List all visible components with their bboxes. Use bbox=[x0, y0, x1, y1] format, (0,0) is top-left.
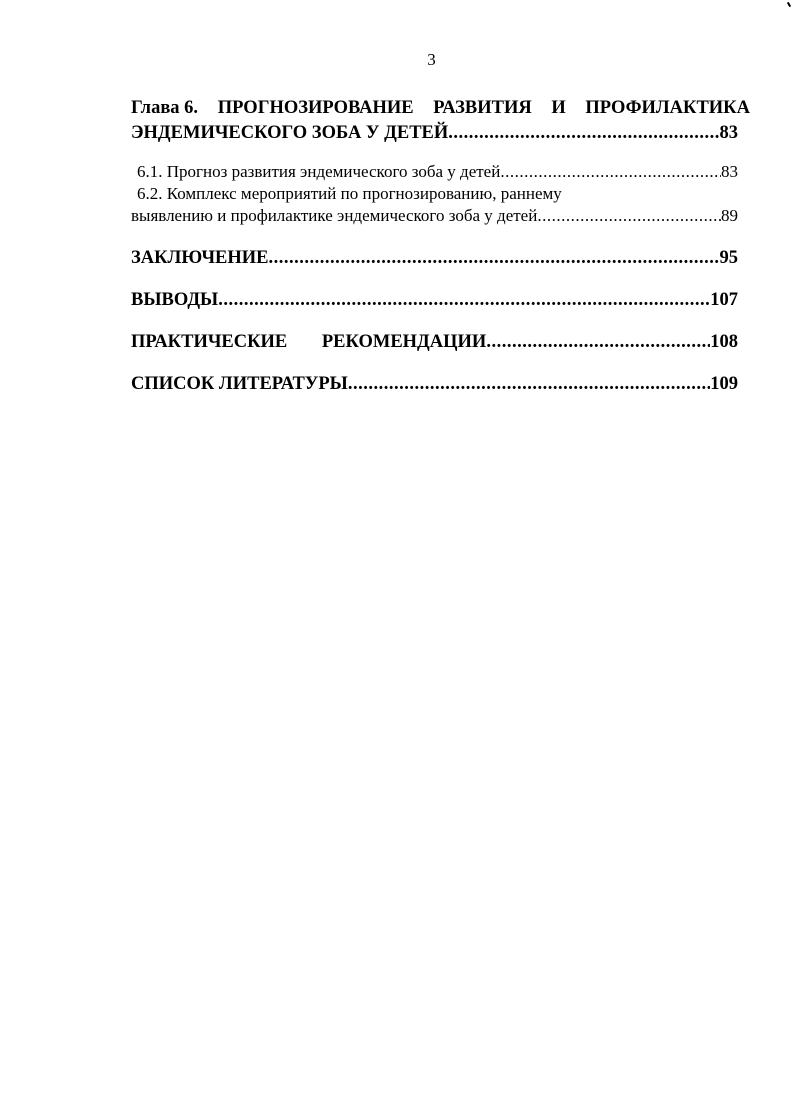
toc-leader-dots bbox=[500, 161, 721, 183]
toc-section-title: ВЫВОДЫ bbox=[131, 290, 219, 310]
toc-leader-dots bbox=[448, 121, 719, 146]
toc-subsection-6-2-line1: 6.2. Комплекс мероприятий по прогнозированию, раннему bbox=[137, 184, 562, 203]
toc-subsection-page: 89 bbox=[721, 206, 738, 225]
table-of-contents bbox=[131, 96, 750, 397]
toc-leader-dots bbox=[348, 372, 710, 397]
toc-section-page: 107 bbox=[710, 290, 738, 310]
toc-chapter6-label: Глава 6. bbox=[131, 98, 199, 118]
toc-section-references[interactable] bbox=[131, 372, 738, 397]
page-number: 3 bbox=[427, 50, 436, 69]
toc-chapter6-title: ЭНДЕМИЧЕСКОГО ЗОБА У ДЕТЕЙ bbox=[131, 123, 449, 143]
toc-subsection-title: 6.1. Прогноз развития эндемического зоба у детей bbox=[137, 162, 501, 181]
toc-chapter6-word: РАЗВИТИЯ bbox=[433, 98, 532, 118]
toc-chapter6-heading-line2[interactable] bbox=[131, 121, 738, 146]
toc-leader-dots bbox=[537, 205, 721, 227]
toc-subsection-6-1[interactable] bbox=[131, 161, 738, 183]
toc-section-findings[interactable] bbox=[131, 288, 738, 313]
toc-chapter6-word: ПРОГНОЗИРОВАНИЕ bbox=[217, 98, 414, 118]
toc-subsection-6-2[interactable] bbox=[131, 205, 738, 227]
toc-chapter6-word: ПРОФИЛАКТИКА bbox=[585, 98, 750, 118]
toc-section-title: СПИСОК ЛИТЕРАТУРЫ bbox=[131, 374, 348, 394]
toc-chapter6-page: 83 bbox=[719, 123, 738, 143]
toc-section-title: ПРАКТИЧЕСКИЕ РЕКОМЕНДАЦИИ bbox=[131, 332, 487, 352]
scan-edge-mark bbox=[787, 2, 791, 7]
toc-section-title: ЗАКЛЮЧЕНИЕ bbox=[131, 248, 269, 268]
toc-section-conclusion[interactable] bbox=[131, 246, 738, 271]
toc-chapter6-word: И bbox=[551, 98, 566, 118]
toc-section-page: 95 bbox=[719, 248, 738, 268]
toc-section-recommendations[interactable] bbox=[131, 330, 738, 355]
toc-leader-dots bbox=[218, 288, 710, 313]
toc-leader-dots bbox=[269, 246, 720, 271]
toc-subsection-page: 83 bbox=[721, 162, 738, 181]
toc-leader-dots bbox=[486, 330, 710, 355]
toc-chapter6-heading-line1 bbox=[131, 96, 750, 121]
toc-subsection-title: выявлению и профилактике эндемического зоба у детей bbox=[131, 206, 538, 225]
toc-section-page: 108 bbox=[710, 332, 738, 352]
toc-section-page: 109 bbox=[710, 374, 738, 394]
